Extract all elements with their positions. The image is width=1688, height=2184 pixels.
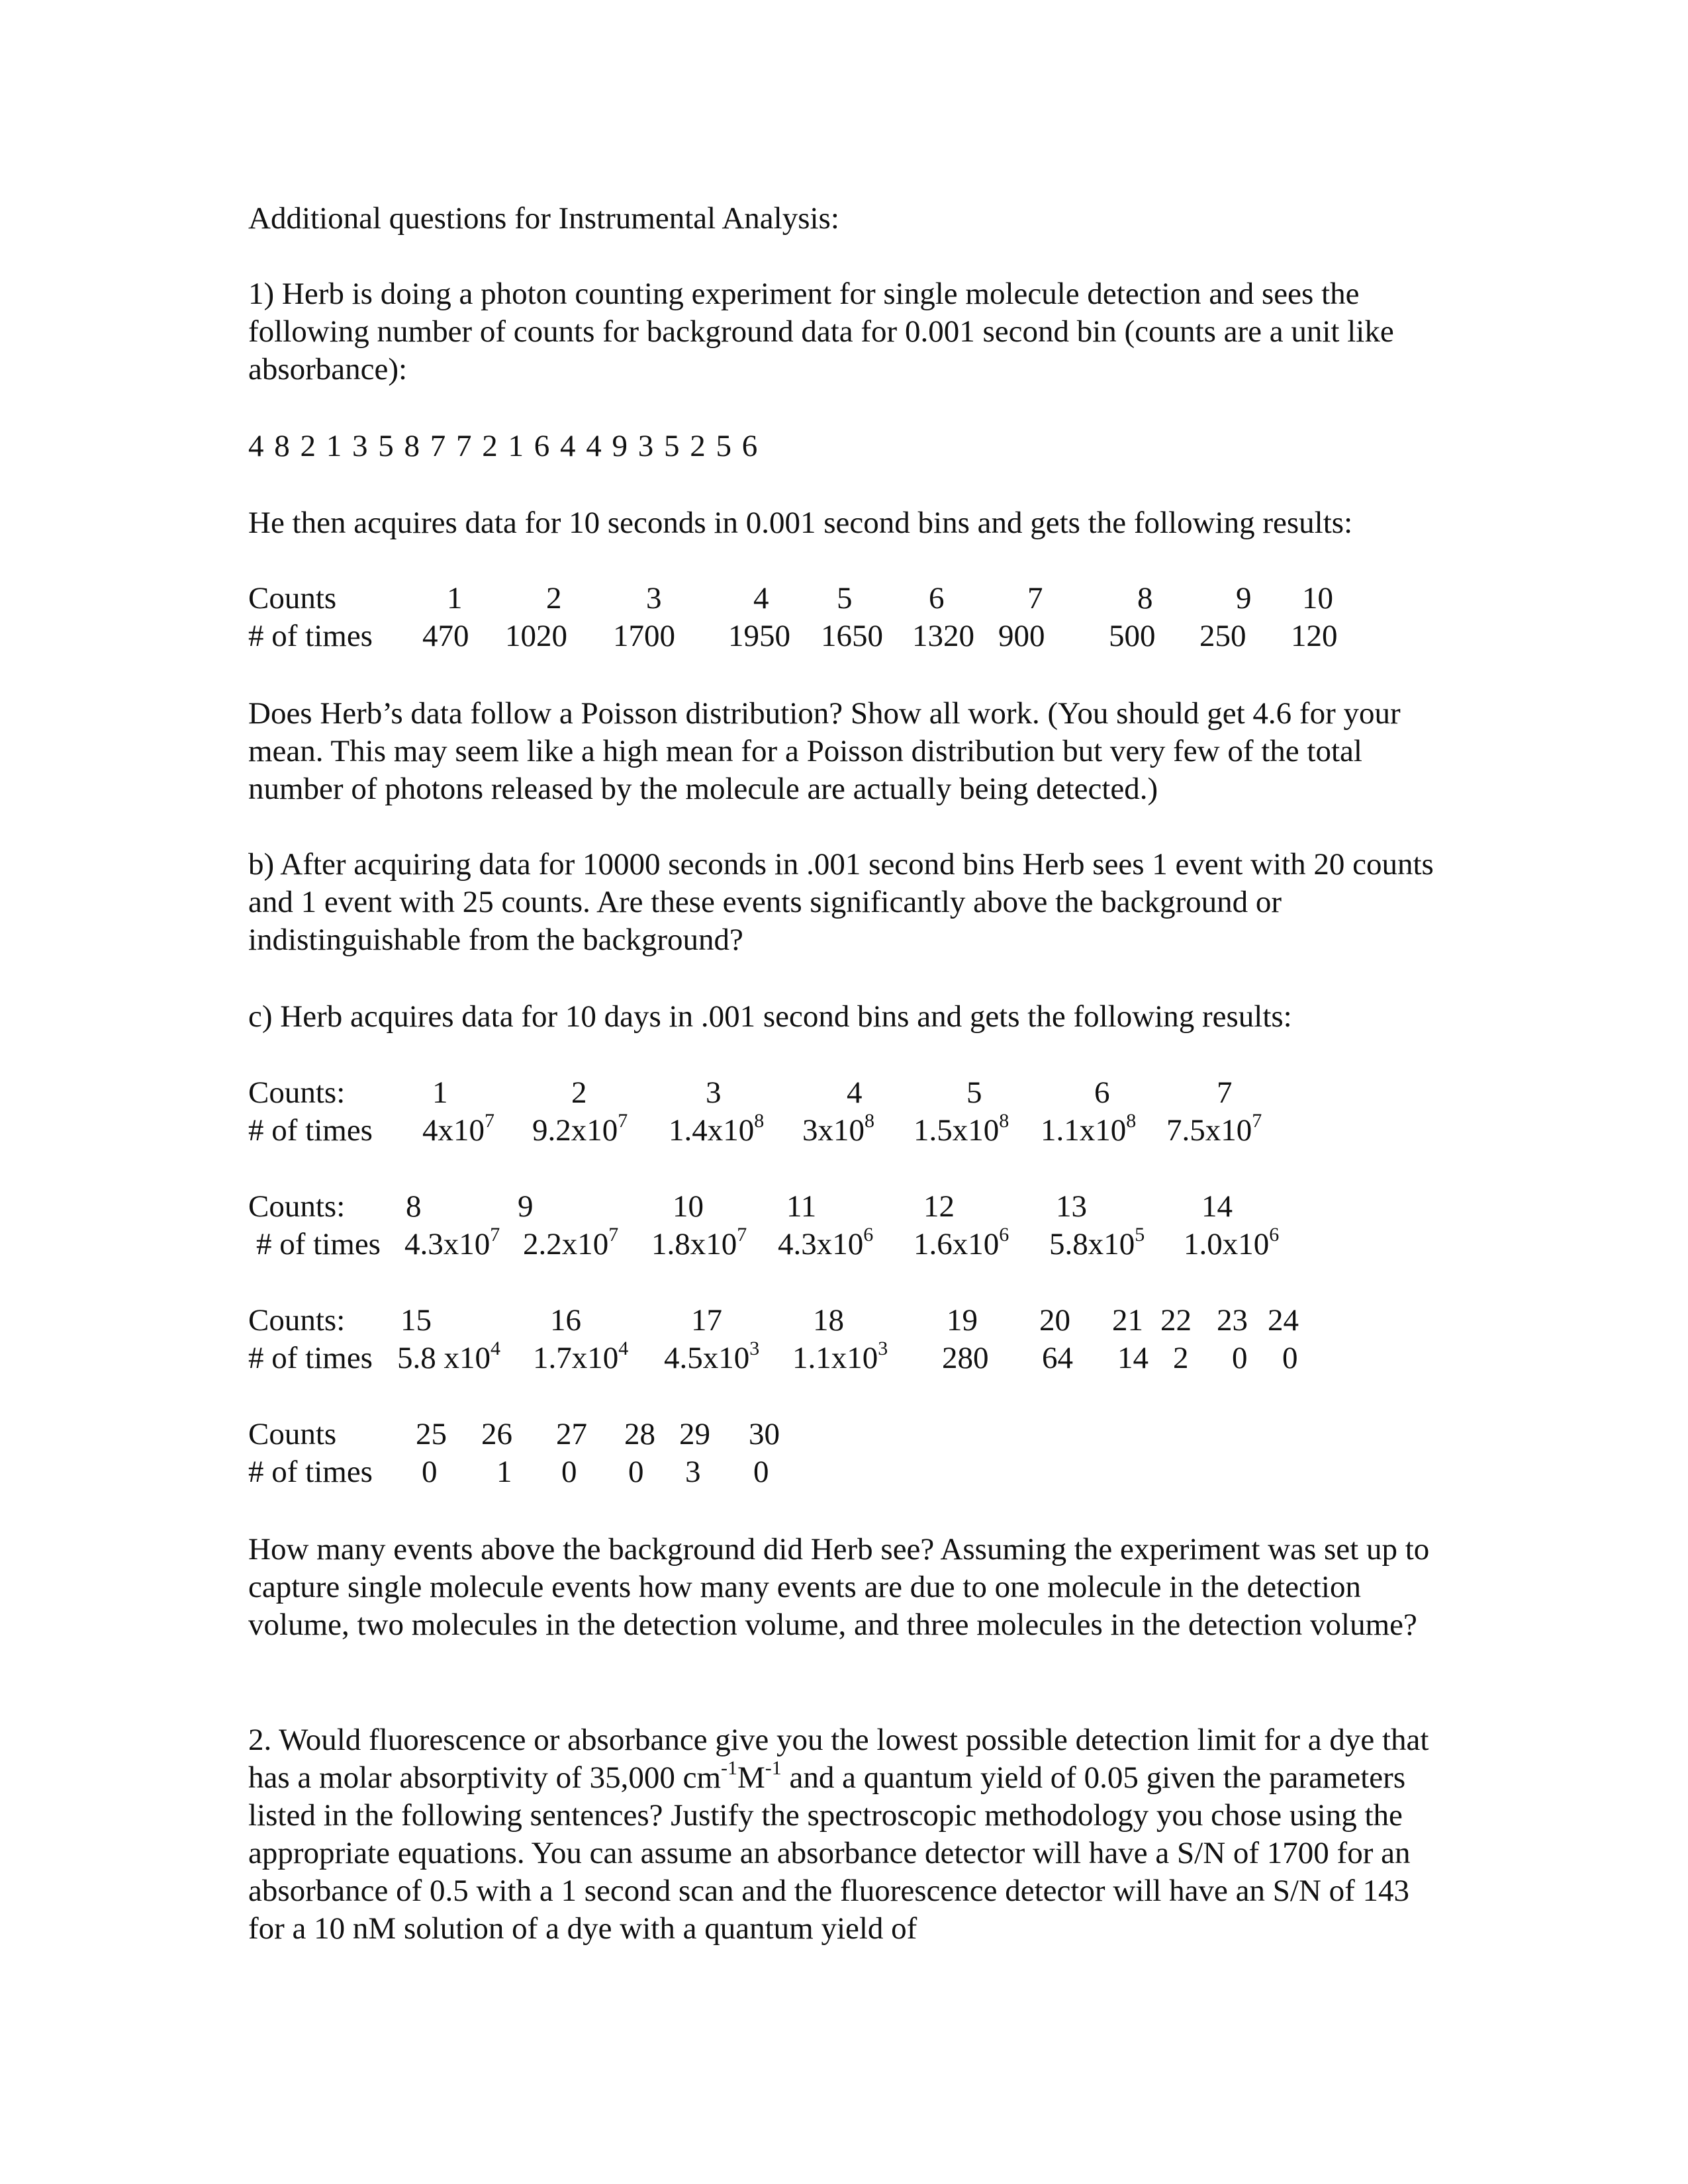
table2-times-cell: $1.4x10^8$ (669, 1110, 765, 1148)
table2-count-cell: 7 (1217, 1075, 1233, 1110)
table3-count-cell: 9 (518, 1189, 534, 1224)
table4-count-cell: 24 (1268, 1303, 1299, 1338)
table4-times-cell: $4.5x10^3$ (664, 1338, 760, 1375)
table3-count-cell: 8 (406, 1189, 422, 1224)
table1-count-cell: 4 (753, 581, 769, 615)
table3-times-cell: $1.0x10^6$ (1184, 1224, 1280, 1261)
table3-times-cell: $4.3x10^6$ (778, 1224, 874, 1261)
table1-count-cell: 5 (837, 581, 853, 615)
table1-times-cell: 470 (422, 619, 469, 653)
table4-times-cell: 280 (942, 1341, 989, 1375)
table2-times-cell: $9.2x10^7$ (532, 1110, 628, 1148)
question-1b: b) After acquiring data for 10000 seconds in .001 second bins Herb sees 1 event with 20 counts and 1 event with 25 counts. Are these events significantly above the background or indistinguishable from the background? (248, 847, 1434, 957)
table5-times-cell: 0 (422, 1455, 438, 1489)
table5-times-cell: 3 (685, 1455, 701, 1489)
table2-count-cell: 3 (706, 1075, 722, 1110)
table3-counts-label: Counts: (248, 1189, 346, 1224)
table1-count-cell: 6 (929, 581, 945, 615)
table1-times-cell: 250 (1199, 619, 1246, 653)
table2-times-cell: $7.5x10^7$ (1166, 1110, 1262, 1148)
table4-times-cell: $1.7x10^4$ (533, 1338, 629, 1375)
table4-times-cell: 64 (1042, 1341, 1073, 1375)
table5-times-cell: 0 (561, 1455, 577, 1489)
table4-count-cell: 22 (1160, 1303, 1192, 1338)
page-title: Additional questions for Instrumental Analysis: (248, 201, 839, 236)
table4-counts-label: Counts: (248, 1303, 346, 1338)
table1-counts-label: Counts (248, 581, 337, 615)
table2-times-cell: $3x10^8$ (802, 1110, 874, 1148)
table2-count-cell: 6 (1094, 1075, 1110, 1110)
table3-count-cell: 12 (923, 1189, 955, 1224)
table5-count-cell: 27 (556, 1417, 587, 1451)
table4-count-cell: 23 (1217, 1303, 1248, 1338)
table1-times-label: # of times (248, 619, 373, 653)
table1-count-cell: 3 (646, 581, 662, 615)
table1-count-cell: 1 (447, 581, 463, 615)
table3-times-label: # of times (256, 1227, 381, 1261)
table5-times-label: # of times (248, 1455, 373, 1489)
table4-times-cell: 0 (1282, 1341, 1298, 1375)
table5-counts-label: Counts (248, 1417, 337, 1451)
table3-count-cell: 10 (673, 1189, 704, 1224)
table2-times-cell: $1.1x10^8$ (1041, 1110, 1137, 1148)
table4-times-cell: 0 (1232, 1341, 1248, 1375)
question-2: 2. Would fluorescence or absorbance give you the lowest possible detection limit for a dye that has a molar absorptivity of 35,000 $cm^{-1}M^{-1}$ and a quantum yield of 0.05 given the parameters listed in the following sentences? Justify the spectroscopic methodology you chose using the appropriate equations. You can assume an absorbance detector will have a S/N of 1700 for an absorbance of 0.5 with a 1 second scan and the fluorescence detector will have an S/N of 143 for a 10 nM solution of a dye with a quantum yield of (248, 1723, 1429, 1946)
table2-counts-label: Counts: (248, 1075, 346, 1110)
table5-times-cell: 1 (496, 1455, 512, 1489)
table1-count-cell: 10 (1302, 581, 1333, 615)
table1-times-cell: 900 (998, 619, 1045, 653)
table3-times-cell: $1.6x10^6$ (914, 1224, 1009, 1261)
table3-times-cell: $2.2x10^7$ (523, 1224, 619, 1261)
table4-count-cell: 19 (947, 1303, 978, 1338)
table3-times-cell: $4.3x10^7$ (404, 1224, 500, 1261)
table4-count-cell: 21 (1112, 1303, 1143, 1338)
table1-count-cell: 2 (546, 581, 562, 615)
table1-times-cell: 1700 (613, 619, 675, 653)
table4-times-cell: $1.1x10^3$ (792, 1338, 888, 1375)
table5-count-cell: 28 (624, 1417, 655, 1451)
table2-count-cell: 2 (571, 1075, 587, 1110)
table4-count-cell: 18 (813, 1303, 844, 1338)
table1-times-cell: 120 (1291, 619, 1338, 653)
table4-times-cell: 5.8 $x10^4$ (397, 1338, 500, 1375)
table5-count-cell: 26 (481, 1417, 512, 1451)
table4-count-cell: 16 (550, 1303, 581, 1338)
table3-count-cell: 13 (1056, 1189, 1087, 1224)
table5-count-cell: 29 (679, 1417, 710, 1451)
table3-count-cell: 14 (1201, 1189, 1233, 1224)
table2-times-label: # of times (248, 1113, 373, 1148)
table1-count-cell: 8 (1137, 581, 1153, 615)
table2-count-cell: 4 (847, 1075, 863, 1110)
table1-times-cell: 1650 (821, 619, 883, 653)
table1-times-cell: 500 (1109, 619, 1156, 653)
table5-times-cell: 0 (628, 1455, 644, 1489)
table4-times-cell: 14 (1117, 1341, 1149, 1375)
table2-times-cell: $1.5x10^8$ (914, 1110, 1009, 1148)
table5-times-cell: 0 (753, 1455, 769, 1489)
question-1c: c) Herb acquires data for 10 days in .001 second bins and gets the following results: (248, 999, 1292, 1034)
background-counts: 4 8 2 1 3 5 8 7 7 2 1 6 4 4 9 3 5 2 5 6 (248, 429, 759, 463)
table3-times-cell: $1.8x10^7$ (651, 1224, 747, 1261)
table1-count-cell: 9 (1236, 581, 1252, 615)
table5-count-cell: 30 (749, 1417, 780, 1451)
table2-count-cell: 5 (966, 1075, 982, 1110)
table4-count-cell: 15 (400, 1303, 432, 1338)
table5-count-cell: 25 (416, 1417, 447, 1451)
acquire-text: He then acquires data for 10 seconds in 0.001 second bins and gets the following results: (248, 506, 1353, 540)
table2-times-cell: $4x10^7$ (422, 1110, 494, 1148)
table1-count-cell: 7 (1027, 581, 1043, 615)
question-1-final: How many events above the background did Herb see? Assuming the experiment was set up to capture single molecule events how many events are due to one molecule in the detection volume, two molecules in the detection volume, and three molecules in the detection volume? (248, 1532, 1430, 1642)
table3-count-cell: 11 (786, 1189, 817, 1224)
question-1-poisson: Does Herb’s data follow a Poisson distribution? Show all work. (You should get 4.6 for your mean. This may seem like a high mean for a Poisson distribution but very few of the total number of photons released by the molecule are actually being detected.) (248, 696, 1401, 806)
table1-times-cell: 1320 (912, 619, 974, 653)
table1-times-cell: 1020 (505, 619, 567, 653)
table2-count-cell: 1 (432, 1075, 448, 1110)
table4-count-cell: 17 (691, 1303, 722, 1338)
table4-times-cell: 2 (1173, 1341, 1189, 1375)
table4-times-label: # of times (248, 1341, 373, 1375)
table3-times-cell: $5.8x10^5$ (1049, 1224, 1145, 1261)
question-1-intro: 1) Herb is doing a photon counting experiment for single molecule detection and sees the following number of counts for background data for 0.001 second bin (counts are a unit like absorbance): (248, 277, 1394, 387)
table4-count-cell: 20 (1039, 1303, 1070, 1338)
table1-times-cell: 1950 (728, 619, 790, 653)
